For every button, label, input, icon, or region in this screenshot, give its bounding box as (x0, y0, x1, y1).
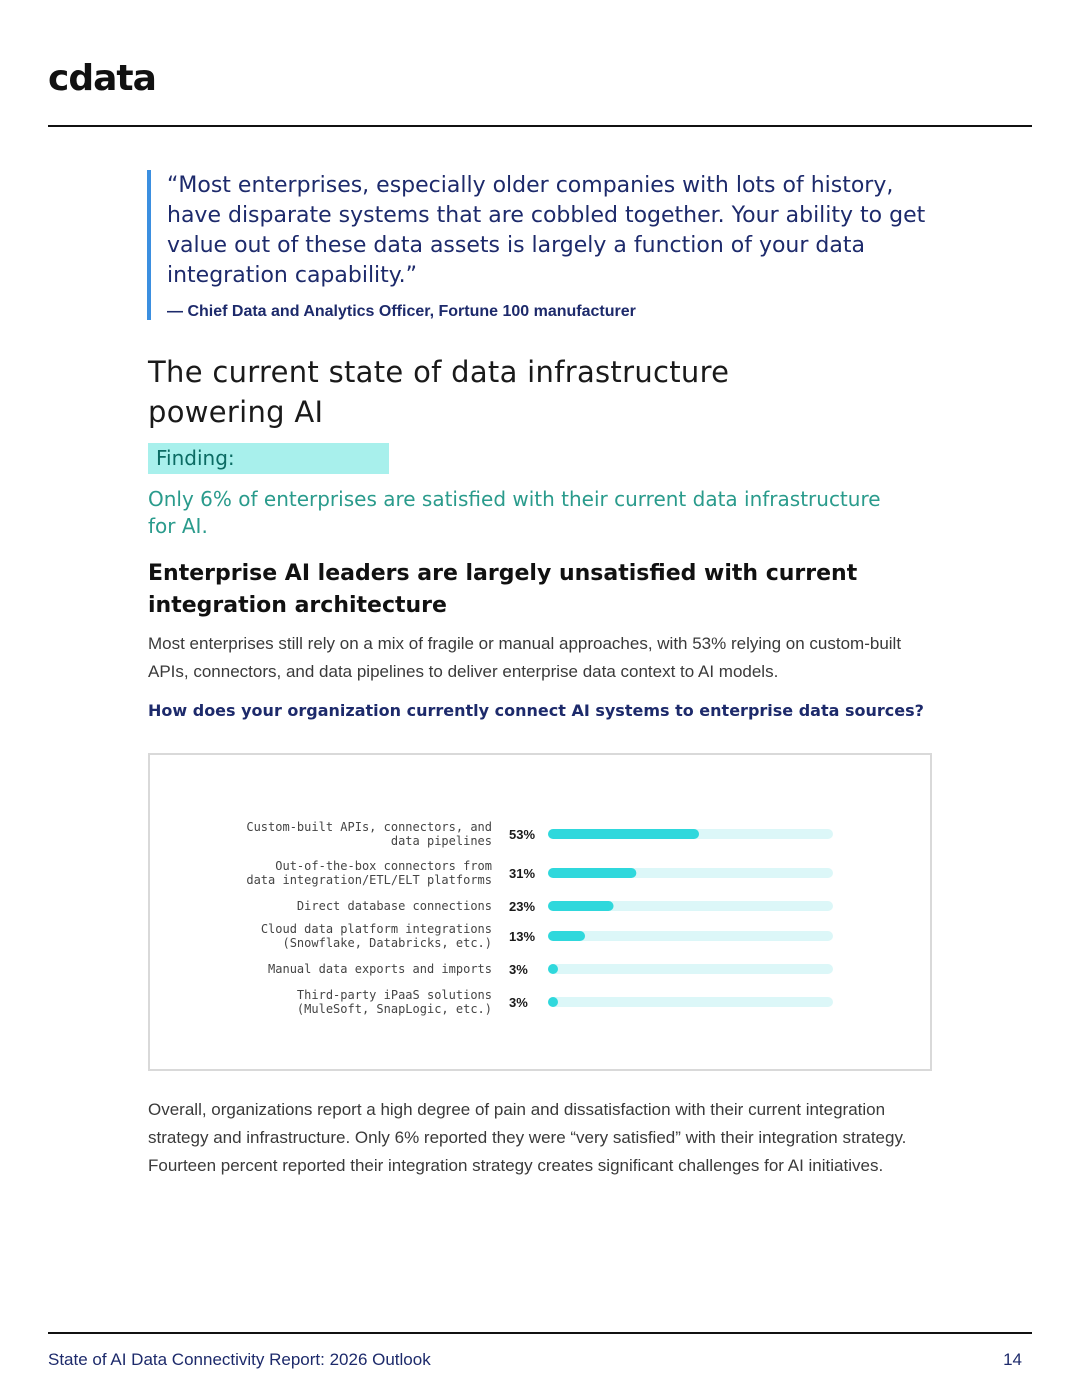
header-divider (48, 125, 1032, 127)
page-number: 14 (1003, 1350, 1022, 1369)
chart-row (261, 922, 833, 950)
body-paragraph-2: Overall, organizations report a high degree of pain and dissatisfaction with their current integration strategy and infrastructure. Only 6% reported they were “very satisfied” with their integration strategy. Fourteen percent reported their integration strategy creates significant challenges for AI initiatives. (148, 1100, 907, 1175)
category-label: Direct database connections (296, 899, 492, 913)
category-label: Cloud data platform integrations (Snowflake, Databricks, etc.) (260, 922, 492, 950)
value-label: 23% (509, 899, 536, 914)
body-paragraph-1: Most enterprises still rely on a mix of fragile or manual approaches, with 53% relying on custom-built APIs, connectors, and data pipelines to deliver enterprise data context to AI models. (148, 634, 902, 681)
category-label: Custom-built APIs, connectors, and data pipelines (246, 820, 492, 848)
chart-row (246, 859, 833, 887)
value-label: 31% (509, 866, 536, 881)
quote-attribution: — Chief Data and Analytics Officer, Fortune 100 manufacturer (167, 303, 636, 320)
bar-track (548, 931, 833, 941)
category-label: Manual data exports and imports (268, 962, 492, 976)
bar (548, 868, 636, 878)
chart-row (297, 988, 833, 1016)
chart-row (246, 820, 833, 848)
value-label: 3% (509, 962, 528, 977)
finding-text: Only 6% of enterprises are satisfied with their current data infrastructure for AI. (148, 487, 881, 538)
value-label: 53% (509, 827, 536, 842)
chart-question: How does your organization currently connect AI systems to enterprise data sources? (148, 701, 924, 720)
chart-row (268, 962, 833, 977)
footer-title: State of AI Data Connectivity Report: 2026 Outlook (48, 1350, 431, 1369)
bar-chart (150, 755, 930, 1069)
bar (548, 964, 558, 974)
value-label: 3% (509, 995, 528, 1010)
bar (548, 997, 558, 1007)
subheading: Enterprise AI leaders are largely unsatisfied with current integration architecture (148, 561, 858, 618)
category-label: Third-party iPaaS solutions (MuleSoft, SnapLogic, etc.) (296, 988, 492, 1016)
cdata-logo: cdata (48, 58, 156, 99)
footer-divider (48, 1332, 1032, 1334)
value-label: 13% (509, 929, 536, 944)
bar (548, 901, 614, 911)
quote-text: “Most enterprises, especially older companies with lots of history, have disparate systems that are cobbled together. Your ability to get value out of these data assets is largely a function of your data integration capability.” (167, 173, 926, 288)
bar (548, 829, 699, 839)
bar (548, 931, 585, 941)
chart-row (297, 899, 833, 914)
category-label: Out-of-the-box connectors from data integration/ETL/ELT platforms (246, 859, 492, 887)
pull-quote (147, 170, 947, 320)
chart-container (148, 753, 932, 1071)
section-title: The current state of data infrastructure powering AI (148, 355, 730, 429)
bar-track (548, 997, 833, 1007)
bar-track (548, 964, 833, 974)
finding-label: Finding: (156, 446, 235, 470)
finding-badge (148, 443, 389, 474)
